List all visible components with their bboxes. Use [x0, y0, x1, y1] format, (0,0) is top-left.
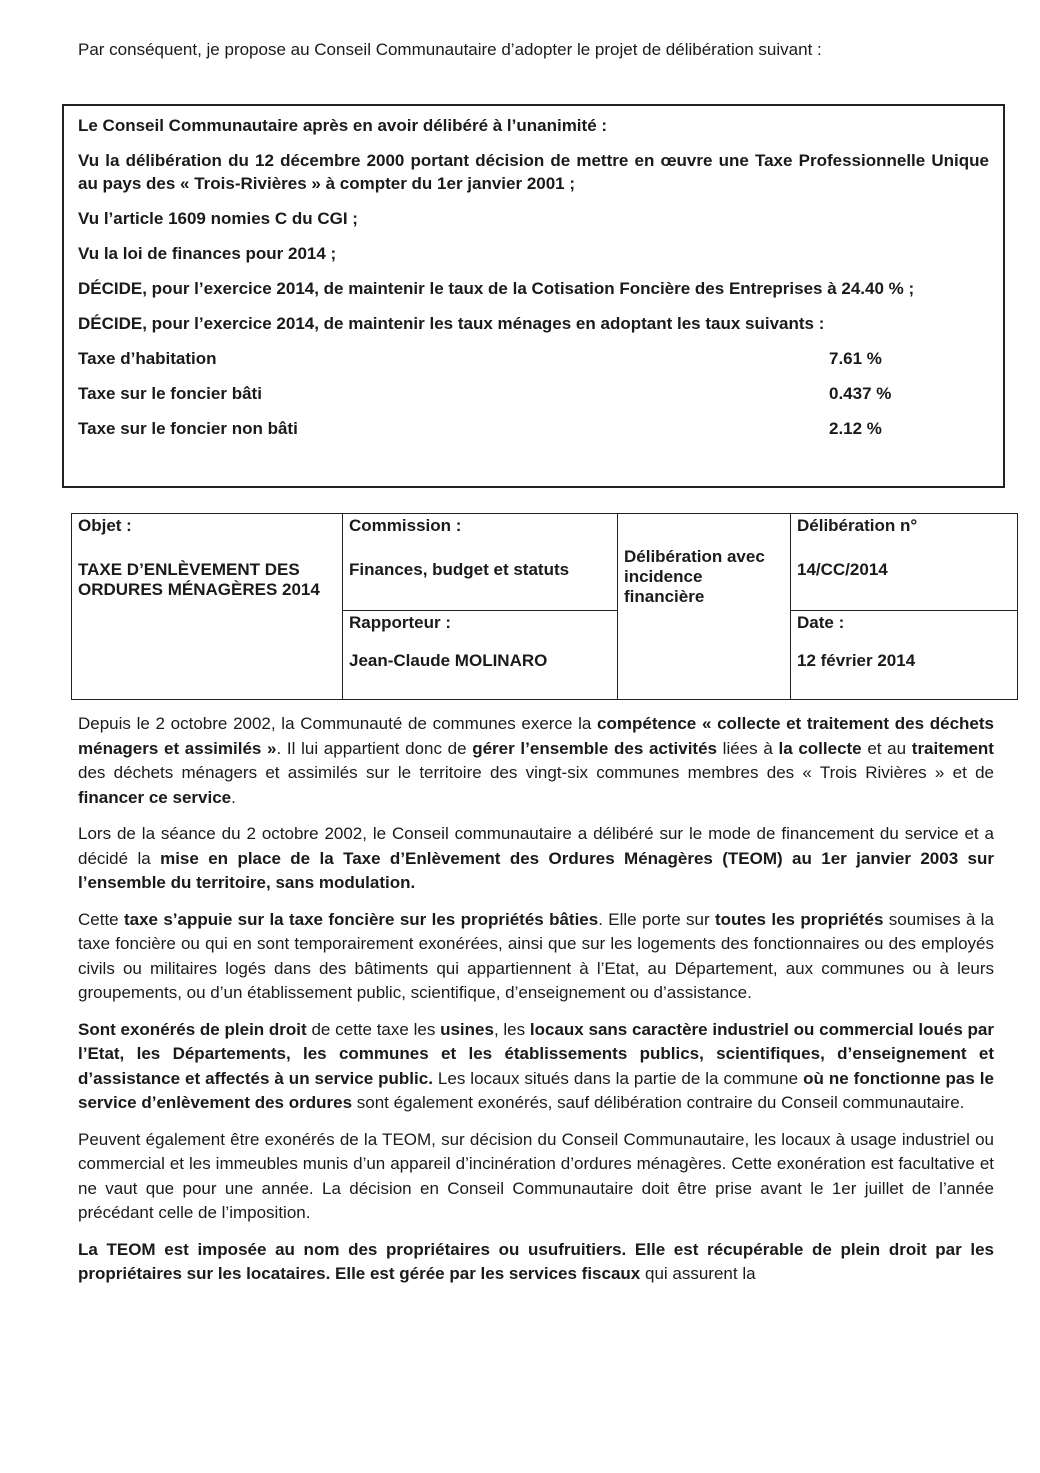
rate-row: [78, 417, 989, 440]
text-run: Les locaux situés dans la partie de la commune: [432, 1068, 804, 1088]
objet-cell: [72, 514, 343, 700]
text-run: Lors de la séance du 2 octobre 2002, le Conseil communautaire a délibéré sur le mode de financement du service et a décidé la: [78, 824, 994, 868]
box-line: Vu l’article 1609 nomies C du CGI ;: [78, 209, 358, 228]
bold-run: mise en place de la Taxe d’Enlèvement des Ordures Ménagères (TEOM) au 1er janvier 2003 sur l’ensemble du territoire, sans modulation.: [78, 848, 994, 892]
bold-run: taxe s’appuie sur la taxe foncière sur les propriétés bâties: [123, 909, 599, 929]
objet-label: Objet :: [78, 516, 132, 535]
delib-cell: [791, 514, 1018, 611]
text-run: Cette: [78, 909, 124, 929]
deliberation-box: [62, 104, 1005, 488]
text-run: .: [231, 787, 236, 807]
bold-run: toutes les propriétés: [715, 909, 884, 929]
intro-text: Par conséquent, je propose au Conseil Communautaire d’adopter le projet de délibération suivant :: [78, 40, 822, 59]
delib-label: Délibération n°: [797, 516, 918, 535]
text-run: , les: [493, 1019, 530, 1039]
box-line: Le Conseil Communautaire après en avoir délibéré à l’unanimité :: [78, 116, 608, 135]
box-line: DÉCIDE, pour l’exercice 2014, de maintenir les taux ménages en adoptant les taux suivants :: [78, 314, 825, 333]
box-line: Vu la délibération du 12 décembre 2000 portant décision de mettre en œuvre une Taxe Professionnelle Unique au pays des « Trois-Rivières » à compter du 1er janvier 2001 ;: [78, 151, 989, 193]
paragraph: [78, 712, 994, 810]
text-run: des déchets ménagers et assimilés sur le territoire des vingt-six communes membres des « Trois Rivières » et de: [78, 763, 994, 782]
rapporteur-value: Jean-Claude MOLINARO: [349, 651, 548, 671]
incidence-text: Délibération avec incidence financière: [624, 546, 765, 606]
rate-label: Taxe sur le foncier bâti: [78, 384, 262, 403]
paragraph: [78, 822, 994, 896]
text-run: Depuis le 2 octobre 2002, la Communauté de communes exerce la: [78, 714, 598, 733]
incidence-cell: [618, 514, 791, 700]
paragraph: [78, 1128, 994, 1226]
box-line: DÉCIDE, pour l’exercice 2014, de maintenir le taux de la Cotisation Foncière des Entreprises à 24.40 % ;: [78, 279, 915, 298]
bold-run: la collecte: [778, 738, 862, 758]
rate-value: 0.437 %: [829, 384, 892, 403]
bold-run: gérer l’ensemble des activités: [472, 738, 717, 758]
bold-run: compétence « collecte et traitement des déchets ménagers et assimilés »: [78, 714, 995, 758]
text-run: soumises à la taxe foncière ou qui en sont temporairement exonérées, ainsi que sur les logements des fonctionnaires ou des employés civils ou militaires logés dans des bâtiments qui appartiennent à l’Etat, au Département, aux communes ou à leurs groupements, ou d’un établissement public, scientifique, d’enseignement ou d’assistance.: [78, 909, 994, 1002]
bold-run: où ne fonctionne pas le service d’enlèvement des ordures: [78, 1068, 994, 1112]
commission-cell: [343, 514, 618, 611]
bold-run: locaux sans caractère industriel ou commercial loués par l’Etat, les Départements, les communes et les établissements publics, scientifiques, d’enseignement et d’assistance et affectés à un service public.: [78, 1019, 994, 1088]
bold-run: traitement: [911, 738, 994, 758]
rate-label: Taxe d’habitation: [78, 349, 217, 368]
bold-run: La TEOM est imposée au nom des propriétaires ou usufruitiers. Elle est récupérable de plein droit par les propriétaires sur les locataires. Elle est gérée par les services fiscaux: [78, 1239, 994, 1283]
paragraph: [78, 1018, 994, 1116]
meta-table: [71, 513, 1018, 700]
text-run: sont également exonérés, sauf délibération contraire du Conseil communautaire.: [352, 1093, 965, 1112]
date-cell: [791, 611, 1018, 700]
text-run: qui assurent la: [640, 1264, 756, 1283]
delib-value: 14/CC/2014: [797, 560, 888, 579]
bold-run: financer ce service: [78, 787, 232, 807]
text-run: Peuvent également être exonérés de la TEOM, sur décision du Conseil Communautaire, les locaux à usage industriel ou commercial et les immeubles munis d’un appareil d’incinération d’ordures ménagères. Cette exonération est facultative et ne vaut que pour une année. La décision en Conseil Communautaire doit être prise avant le 1er juillet de l’année précédant celle de l’imposition.: [78, 1129, 994, 1222]
bold-run: Sont exonérés de plein droit: [78, 1019, 307, 1039]
body-text: [78, 712, 994, 1299]
text-run: de cette taxe les: [306, 1019, 441, 1039]
commission-label: Commission :: [349, 516, 462, 535]
bold-run: usines: [440, 1019, 494, 1039]
objet-value: TAXE D’ENLÈVEMENT DES ORDURES MÉNAGÈRES 2014: [78, 560, 320, 599]
box-line: Vu la loi de finances pour 2014 ;: [78, 244, 337, 263]
rapporteur-label: Rapporteur :: [349, 613, 451, 633]
paragraph: [78, 1238, 994, 1287]
commission-value: Finances, budget et statuts: [349, 560, 570, 579]
date-label: Date :: [797, 613, 845, 633]
rate-row: [78, 347, 989, 370]
text-run: et au: [861, 738, 912, 758]
date-value: 12 février 2014: [797, 651, 916, 671]
rate-value: 7.61 %: [829, 349, 882, 368]
rate-row: [78, 382, 989, 405]
text-run: liées à: [717, 738, 779, 758]
paragraph: [78, 908, 994, 1006]
rapporteur-cell: [343, 611, 618, 700]
text-run: . Elle porte sur: [598, 909, 716, 929]
rate-label: Taxe sur le foncier non bâti: [78, 419, 298, 438]
text-run: . Il lui appartient donc de: [276, 738, 473, 758]
rate-value: 2.12 %: [829, 419, 882, 438]
